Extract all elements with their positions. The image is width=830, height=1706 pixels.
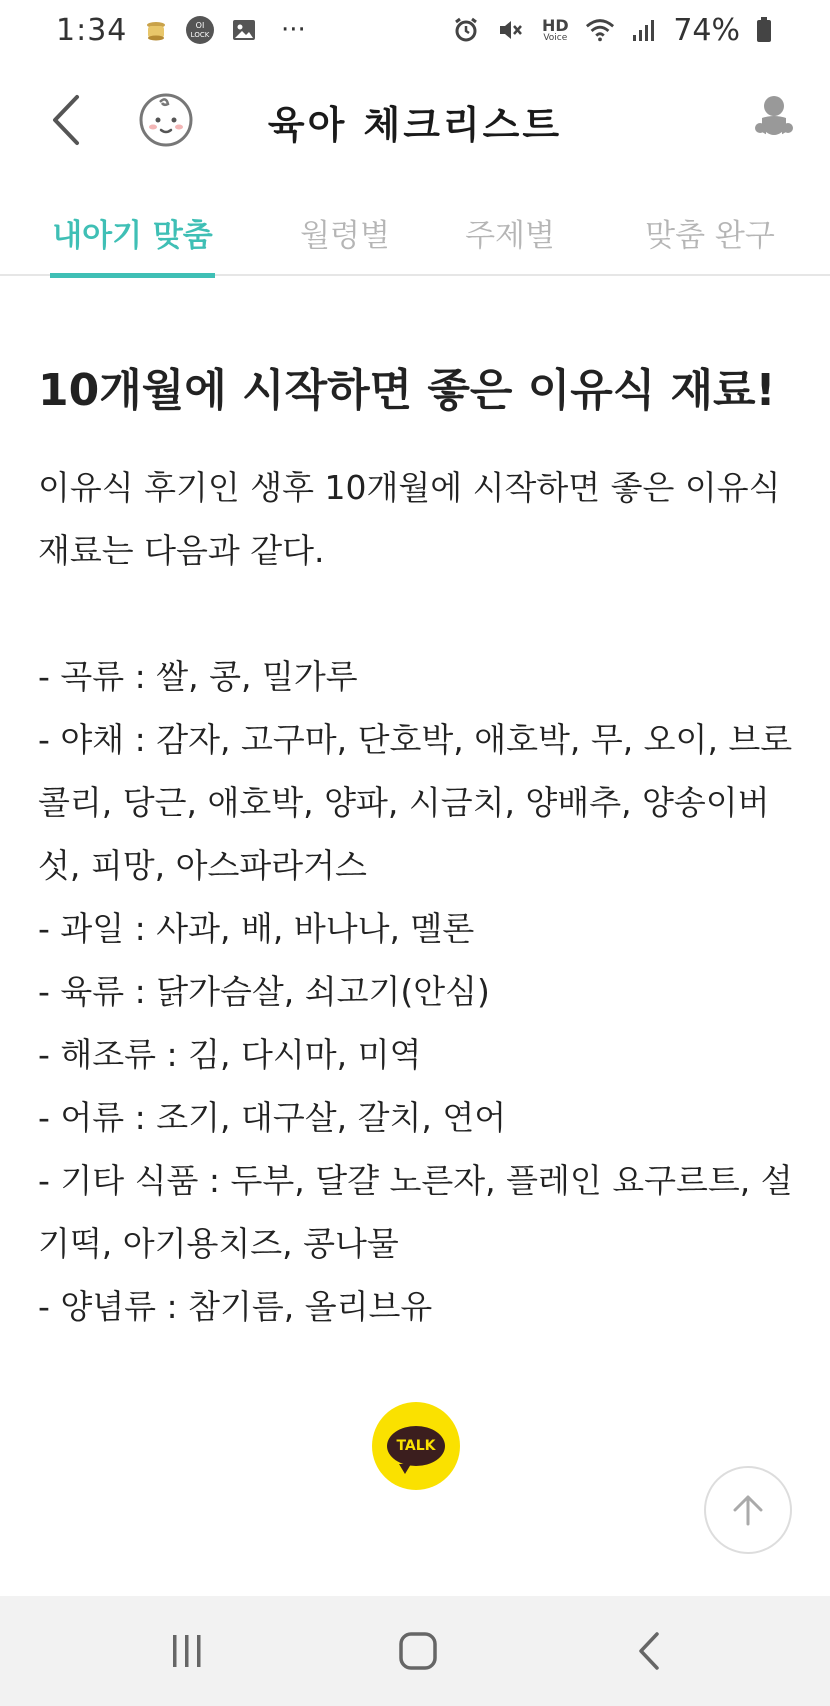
arrow-up-icon bbox=[728, 1490, 768, 1530]
more-dots-icon: ··· bbox=[280, 15, 306, 45]
list-item: - 기타 식품 : 두부, 달걀 노른자, 플레인 요구르트, 설기떡, 아기용치즈, 콩나물 bbox=[38, 1160, 793, 1263]
oi-lock-bottom: LOCK bbox=[191, 31, 210, 39]
status-time: 1:34 bbox=[56, 12, 128, 48]
honey-jar-icon bbox=[141, 15, 171, 45]
home-icon bbox=[397, 1630, 439, 1672]
ingredient-list bbox=[38, 645, 798, 1338]
hd-voice-icon bbox=[539, 15, 571, 45]
app-header bbox=[0, 70, 830, 170]
scroll-to-top-button[interactable] bbox=[704, 1466, 792, 1554]
back-nav-button[interactable] bbox=[620, 1626, 680, 1676]
baby-profile-button[interactable] bbox=[752, 92, 796, 148]
list-item: - 야채 : 감자, 고구마, 단호박, 애호박, 무, 오이, 브로콜리, 당근, 애호박, 양파, 시금치, 양배추, 양송이버섯, 피망, 아스파라거스 bbox=[38, 719, 793, 885]
status-right bbox=[451, 13, 774, 48]
list-item: - 양념류 : 참기름, 올리브유 bbox=[38, 1286, 433, 1326]
tab-by-topic[interactable]: 주제별 bbox=[465, 218, 555, 254]
article-content bbox=[38, 360, 798, 1338]
kakao-talk-button[interactable] bbox=[372, 1402, 460, 1490]
oi-lock-top: OI bbox=[196, 21, 205, 30]
kakao-talk-icon bbox=[387, 1426, 445, 1466]
recent-apps-button[interactable] bbox=[157, 1626, 217, 1676]
voice-label: Voice bbox=[543, 32, 568, 43]
wifi-icon bbox=[585, 15, 615, 45]
status-left bbox=[56, 13, 313, 48]
list-item: - 해조류 : 김, 다시마, 미역 bbox=[38, 1034, 422, 1074]
home-button[interactable] bbox=[388, 1626, 448, 1676]
gallery-icon bbox=[229, 15, 259, 45]
status-bar bbox=[0, 0, 830, 60]
tab-my-baby[interactable]: 내아기 맞춤 bbox=[50, 196, 215, 276]
alarm-icon bbox=[451, 15, 481, 45]
battery-icon bbox=[754, 15, 774, 45]
battery-percent: 74% bbox=[673, 12, 740, 48]
spacer bbox=[38, 582, 798, 645]
baby-profile-icon bbox=[752, 92, 796, 148]
signal-icon bbox=[629, 15, 659, 45]
tab-by-month[interactable]: 월령별 bbox=[300, 218, 390, 254]
article-title: 10개월에 시작하면 좋은 이유식 재료! bbox=[38, 365, 776, 416]
list-item: - 곡류 : 쌀, 콩, 밀가루 bbox=[38, 656, 358, 696]
mute-icon bbox=[495, 15, 525, 45]
list-item: - 육류 : 닭가슴살, 쇠고기(안심) bbox=[38, 971, 490, 1011]
system-nav-bar bbox=[0, 1596, 830, 1706]
oi-lock-icon bbox=[185, 15, 215, 45]
list-item: - 어류 : 조기, 대구살, 갈치, 연어 bbox=[38, 1097, 507, 1137]
back-nav-icon bbox=[635, 1630, 665, 1672]
app-title: 육아 체크리스트 bbox=[267, 103, 563, 147]
tab-custom-toys[interactable]: 맞춤 완구 bbox=[645, 218, 775, 254]
tab-bar bbox=[0, 196, 830, 276]
list-item: - 과일 : 사과, 배, 바나나, 멜론 bbox=[38, 908, 475, 948]
article-intro: 이유식 후기인 생후 10개월에 시작하면 좋은 이유식 재료는 다음과 같다. bbox=[38, 467, 781, 570]
recent-apps-icon bbox=[167, 1631, 207, 1671]
hd-label: HD bbox=[541, 15, 569, 35]
talk-label: TALK bbox=[396, 1438, 436, 1454]
